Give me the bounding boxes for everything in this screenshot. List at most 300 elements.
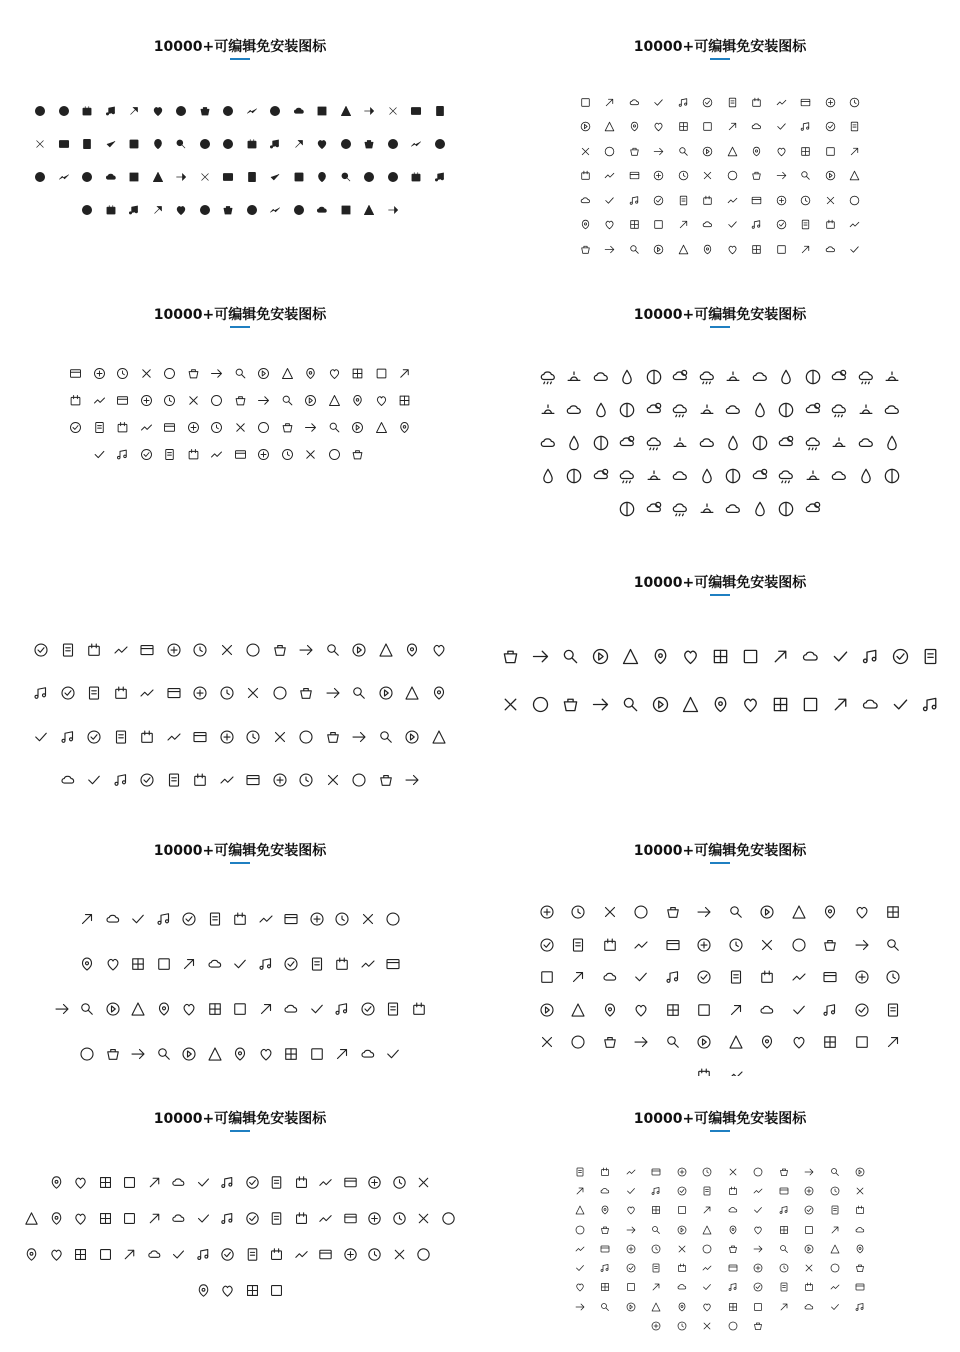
line-icon — [727, 1262, 739, 1274]
icon-cell — [146, 127, 170, 160]
line-icon — [271, 684, 289, 702]
icon-cell — [794, 213, 819, 238]
line-icon — [603, 145, 616, 158]
line-icon — [191, 684, 209, 702]
icon-cell — [641, 459, 668, 492]
icon-cell — [100, 986, 126, 1031]
icon-cell — [618, 1220, 644, 1239]
line-icon — [256, 366, 271, 381]
icon-cell — [641, 360, 668, 393]
icon-cell — [299, 360, 323, 387]
line-icon — [632, 903, 650, 921]
line-icon — [650, 1281, 662, 1293]
icon-cell — [720, 1278, 746, 1297]
icon-cell — [167, 1200, 192, 1236]
icon-cell — [573, 237, 598, 262]
glyph-icon — [292, 137, 306, 151]
weather-icon — [617, 367, 637, 387]
weather-icon — [750, 499, 770, 519]
icon-cell — [387, 1164, 412, 1200]
icon-cell — [29, 94, 53, 127]
line-icon — [327, 393, 342, 408]
weather-icon — [644, 466, 664, 486]
icon-cell — [769, 90, 794, 115]
weather-icon — [829, 400, 849, 420]
line-icon — [186, 420, 201, 435]
icon-cell — [800, 426, 827, 459]
icon-cell — [100, 941, 126, 986]
weather-icon — [723, 367, 743, 387]
icon-cell — [346, 441, 370, 468]
line-icon — [350, 771, 368, 789]
icon-cell — [618, 1181, 644, 1200]
line-icon — [350, 366, 365, 381]
icon-cell — [202, 941, 228, 986]
line-icon — [162, 420, 177, 435]
line-icon — [403, 728, 421, 746]
icon-cell — [287, 160, 311, 193]
line-icon — [138, 771, 156, 789]
icon-cell — [644, 1181, 670, 1200]
line-icon — [758, 1033, 776, 1051]
line-icon — [803, 1166, 815, 1178]
glyph-icon — [33, 170, 47, 184]
icon-cell — [667, 360, 694, 393]
line-icon — [853, 936, 871, 954]
glyph-icon — [268, 170, 282, 184]
icon-cell — [641, 393, 668, 426]
icon-cell — [618, 1297, 644, 1316]
icon-cell — [278, 896, 304, 941]
weather-icon — [856, 367, 876, 387]
line-icon — [384, 910, 402, 928]
line-icon — [104, 955, 122, 973]
icon-cell — [618, 1258, 644, 1277]
icon-cell — [846, 1026, 878, 1059]
icon-cell — [193, 94, 217, 127]
line-icon — [282, 1045, 300, 1063]
weather-icon — [670, 367, 690, 387]
icon-cell — [322, 414, 346, 441]
line-icon — [268, 1282, 285, 1299]
line-icon — [599, 1166, 611, 1178]
line-icon — [727, 1281, 739, 1293]
icon-cell — [64, 387, 88, 414]
icon-cell — [380, 986, 406, 1031]
line-icon — [218, 684, 236, 702]
line-icon — [121, 1246, 138, 1263]
icon-cell — [64, 360, 88, 387]
icon-cell — [531, 994, 563, 1027]
icon-cell — [314, 1164, 339, 1200]
icon-cell — [815, 896, 847, 929]
line-icon — [574, 1301, 586, 1313]
icon-cell — [69, 1200, 94, 1236]
icon-cell — [426, 672, 453, 716]
line-icon — [92, 366, 107, 381]
glyph-icon — [80, 104, 94, 118]
icon-cell — [563, 896, 595, 929]
icon-cell — [797, 1220, 823, 1239]
icon-cell — [622, 139, 647, 164]
glyph-icon — [315, 170, 329, 184]
line-icon — [162, 393, 177, 408]
line-icon — [824, 96, 837, 109]
icon-cell — [594, 929, 626, 962]
icon-cell — [412, 1200, 437, 1236]
title-underline — [230, 58, 250, 60]
line-icon — [333, 955, 351, 973]
line-icon — [327, 420, 342, 435]
icon-cell — [28, 628, 55, 672]
icon-grid — [480, 896, 960, 1076]
line-icon — [824, 218, 837, 231]
line-icon — [538, 903, 556, 921]
icon-cell — [593, 1201, 619, 1220]
line-icon — [650, 1185, 662, 1197]
line-icon — [391, 1246, 408, 1263]
icon-cell — [311, 160, 335, 193]
icon-cell — [52, 160, 76, 193]
glyph-icon — [245, 170, 259, 184]
line-icon — [191, 728, 209, 746]
icon-cell — [161, 759, 188, 803]
line-icon — [256, 393, 271, 408]
line-icon — [282, 910, 300, 928]
icon-cell — [689, 994, 721, 1027]
line-icon — [652, 120, 665, 133]
icon-cell — [747, 360, 774, 393]
icon-cell — [76, 193, 100, 226]
icon-cell — [253, 941, 279, 986]
icon-cell — [93, 1164, 118, 1200]
line-icon — [650, 1204, 662, 1216]
icon-cell — [381, 193, 405, 226]
line-icon — [574, 1185, 586, 1197]
line-icon — [775, 145, 788, 158]
line-icon — [752, 1262, 764, 1274]
line-icon — [500, 646, 521, 667]
line-icon — [664, 903, 682, 921]
icon-cell — [745, 188, 770, 213]
line-icon — [695, 968, 713, 986]
line-icon — [170, 1174, 187, 1191]
icon-cell — [752, 961, 784, 994]
icon-cell — [783, 994, 815, 1027]
icon-cell — [87, 441, 111, 468]
icon-cell — [878, 896, 910, 929]
weather-icon — [670, 499, 690, 519]
icon-cell — [525, 680, 555, 728]
weather-icon — [882, 433, 902, 453]
icon-cell — [878, 994, 910, 1027]
icon-cell — [99, 94, 123, 127]
icon-cell — [843, 90, 868, 115]
line-icon — [146, 1174, 163, 1191]
icon-cell — [853, 459, 880, 492]
icon-cell — [567, 1181, 593, 1200]
icon-cell — [593, 1181, 619, 1200]
icon-grid — [480, 360, 960, 525]
line-icon — [297, 728, 315, 746]
icon-cell — [696, 115, 721, 140]
line-icon — [186, 393, 201, 408]
icon-cell — [265, 1164, 290, 1200]
icon-cell — [275, 360, 299, 387]
weather-icon — [697, 400, 717, 420]
line-icon — [560, 694, 581, 715]
icon-cell — [134, 759, 161, 803]
weather-icon — [829, 433, 849, 453]
icon-cell — [275, 414, 299, 441]
icon-cell — [695, 1297, 721, 1316]
icon-cell — [689, 1059, 721, 1077]
line-icon — [324, 771, 342, 789]
icon-cell — [747, 393, 774, 426]
icon-cell — [134, 672, 161, 716]
icon-cell — [694, 459, 721, 492]
line-icon — [701, 120, 714, 133]
icon-cell — [405, 160, 429, 193]
glyph-icon — [198, 137, 212, 151]
icon-cell — [252, 414, 276, 441]
weather-icon — [803, 499, 823, 519]
icon-cell — [28, 672, 55, 716]
icon-cell — [20, 1236, 45, 1272]
line-icon — [884, 1001, 902, 1019]
line-icon — [752, 1301, 764, 1313]
icon-cell — [181, 414, 205, 441]
line-icon — [569, 936, 587, 954]
line-icon — [68, 393, 83, 408]
icon-cell — [381, 127, 405, 160]
line-icon — [191, 641, 209, 659]
icon-cell — [240, 672, 267, 716]
icon-cell — [622, 90, 647, 115]
line-icon — [652, 96, 665, 109]
glyph-icon — [221, 203, 235, 217]
line-icon — [775, 120, 788, 133]
icon-cell — [55, 672, 82, 716]
icon-cell — [593, 1278, 619, 1297]
icon-cell — [176, 986, 202, 1031]
line-icon — [803, 1224, 815, 1236]
title-underline — [710, 1130, 730, 1132]
line-icon — [920, 646, 941, 667]
line-icon — [664, 936, 682, 954]
line-icon — [790, 968, 808, 986]
line-icon — [415, 1246, 432, 1263]
line-icon — [374, 420, 389, 435]
icon-cell — [346, 759, 373, 803]
icon-cell — [826, 360, 853, 393]
icon-cell — [108, 672, 135, 716]
icon-cell — [855, 632, 885, 680]
icon-grid — [0, 360, 480, 468]
icon-cell — [52, 94, 76, 127]
weather-icon — [829, 466, 849, 486]
icon-cell — [253, 896, 279, 941]
icon-cell — [614, 393, 641, 426]
line-icon — [799, 169, 812, 182]
icon-cell — [293, 672, 320, 716]
icon-cell — [773, 360, 800, 393]
icon-cell — [322, 360, 346, 387]
glyph-icon — [292, 170, 306, 184]
line-icon — [750, 96, 763, 109]
line-icon — [139, 366, 154, 381]
icon-cell — [99, 193, 123, 226]
line-icon — [727, 968, 745, 986]
line-icon — [727, 1066, 745, 1076]
icon-cell — [111, 360, 135, 387]
line-icon — [778, 1262, 790, 1274]
line-icon — [384, 955, 402, 973]
icon-cell — [848, 1297, 874, 1316]
icon-cell — [176, 1031, 202, 1076]
icon-cell — [176, 941, 202, 986]
icon-cell — [598, 237, 623, 262]
line-icon — [824, 145, 837, 158]
glyph-icon — [245, 104, 259, 118]
weather-icon — [538, 367, 558, 387]
weather-icon — [644, 499, 664, 519]
line-icon — [104, 1045, 122, 1063]
weather-icon — [644, 400, 664, 420]
icon-panel-8 — [480, 808, 960, 1076]
icon-cell — [657, 961, 689, 994]
icon-cell — [797, 1181, 823, 1200]
line-icon — [186, 447, 201, 462]
line-icon — [701, 145, 714, 158]
icon-cell — [426, 628, 453, 672]
icon-cell — [618, 1278, 644, 1297]
icon-cell — [76, 94, 100, 127]
line-icon — [848, 120, 861, 133]
line-icon — [854, 1301, 866, 1313]
icon-cell — [99, 127, 123, 160]
line-icon — [601, 1033, 619, 1051]
line-icon — [359, 955, 377, 973]
icon-cell — [746, 1316, 772, 1335]
icon-cell — [535, 459, 562, 492]
weather-icon — [750, 466, 770, 486]
line-icon — [778, 1204, 790, 1216]
icon-cell — [752, 994, 784, 1027]
icon-cell — [355, 1031, 381, 1076]
line-icon — [359, 1045, 377, 1063]
icon-cell — [28, 715, 55, 759]
icon-cell — [240, 94, 264, 127]
line-icon — [231, 955, 249, 973]
line-icon — [853, 1001, 871, 1019]
weather-icon — [670, 400, 690, 420]
glyph-icon — [33, 104, 47, 118]
icon-cell — [885, 680, 915, 728]
line-icon — [652, 169, 665, 182]
line-icon — [854, 1166, 866, 1178]
icon-cell — [696, 237, 721, 262]
icon-cell — [622, 115, 647, 140]
icon-cell — [399, 628, 426, 672]
icon-cell — [76, 160, 100, 193]
icon-cell — [531, 961, 563, 994]
icon-cell — [265, 1200, 290, 1236]
icon-cell — [380, 941, 406, 986]
icon-cell — [74, 986, 100, 1031]
icon-cell — [667, 393, 694, 426]
line-icon — [219, 1282, 236, 1299]
icon-cell — [240, 715, 267, 759]
line-icon — [676, 1204, 688, 1216]
icon-cell — [669, 1201, 695, 1220]
icon-cell — [304, 1031, 330, 1076]
line-icon — [303, 393, 318, 408]
icon-cell — [535, 426, 562, 459]
icon-cell — [641, 426, 668, 459]
icon-cell — [346, 387, 370, 414]
icon-cell — [696, 213, 721, 238]
line-icon — [219, 1210, 236, 1227]
line-icon — [590, 694, 611, 715]
line-icon — [231, 910, 249, 928]
line-icon — [350, 728, 368, 746]
icon-cell — [69, 1164, 94, 1200]
icon-cell — [561, 393, 588, 426]
line-icon — [317, 1210, 334, 1227]
icon-cell — [593, 1220, 619, 1239]
icon-cell — [74, 941, 100, 986]
line-icon — [384, 1000, 402, 1018]
line-icon — [333, 910, 351, 928]
icon-cell — [818, 188, 843, 213]
line-icon — [803, 1262, 815, 1274]
icon-cell — [563, 1026, 595, 1059]
icon-panel-9 — [0, 1076, 480, 1352]
icon-cell — [193, 127, 217, 160]
icon-cell — [228, 441, 252, 468]
line-icon — [233, 420, 248, 435]
line-icon — [48, 1210, 65, 1227]
icon-cell — [669, 1239, 695, 1258]
line-icon — [574, 1166, 586, 1178]
line-icon — [72, 1246, 89, 1263]
line-icon — [85, 728, 103, 746]
icon-cell — [773, 492, 800, 525]
icon-cell — [228, 414, 252, 441]
glyph-icon — [315, 203, 329, 217]
icon-cell — [29, 160, 53, 193]
icon-cell — [253, 1031, 279, 1076]
glyph-icon — [268, 203, 282, 217]
icon-cell — [598, 115, 623, 140]
icon-cell — [626, 994, 658, 1027]
line-icon — [848, 194, 861, 207]
icon-cell — [669, 1162, 695, 1181]
icon-cell — [134, 360, 158, 387]
line-icon — [244, 1210, 261, 1227]
line-icon — [85, 684, 103, 702]
line-icon — [209, 420, 224, 435]
line-icon — [579, 218, 592, 231]
icon-cell — [746, 1181, 772, 1200]
icon-cell — [228, 387, 252, 414]
line-icon — [803, 1185, 815, 1197]
panel-title: 10000+可编辑免安装图标 — [153, 39, 327, 55]
icon-cell — [320, 628, 347, 672]
icon-cell — [618, 1239, 644, 1258]
icon-cell — [170, 127, 194, 160]
